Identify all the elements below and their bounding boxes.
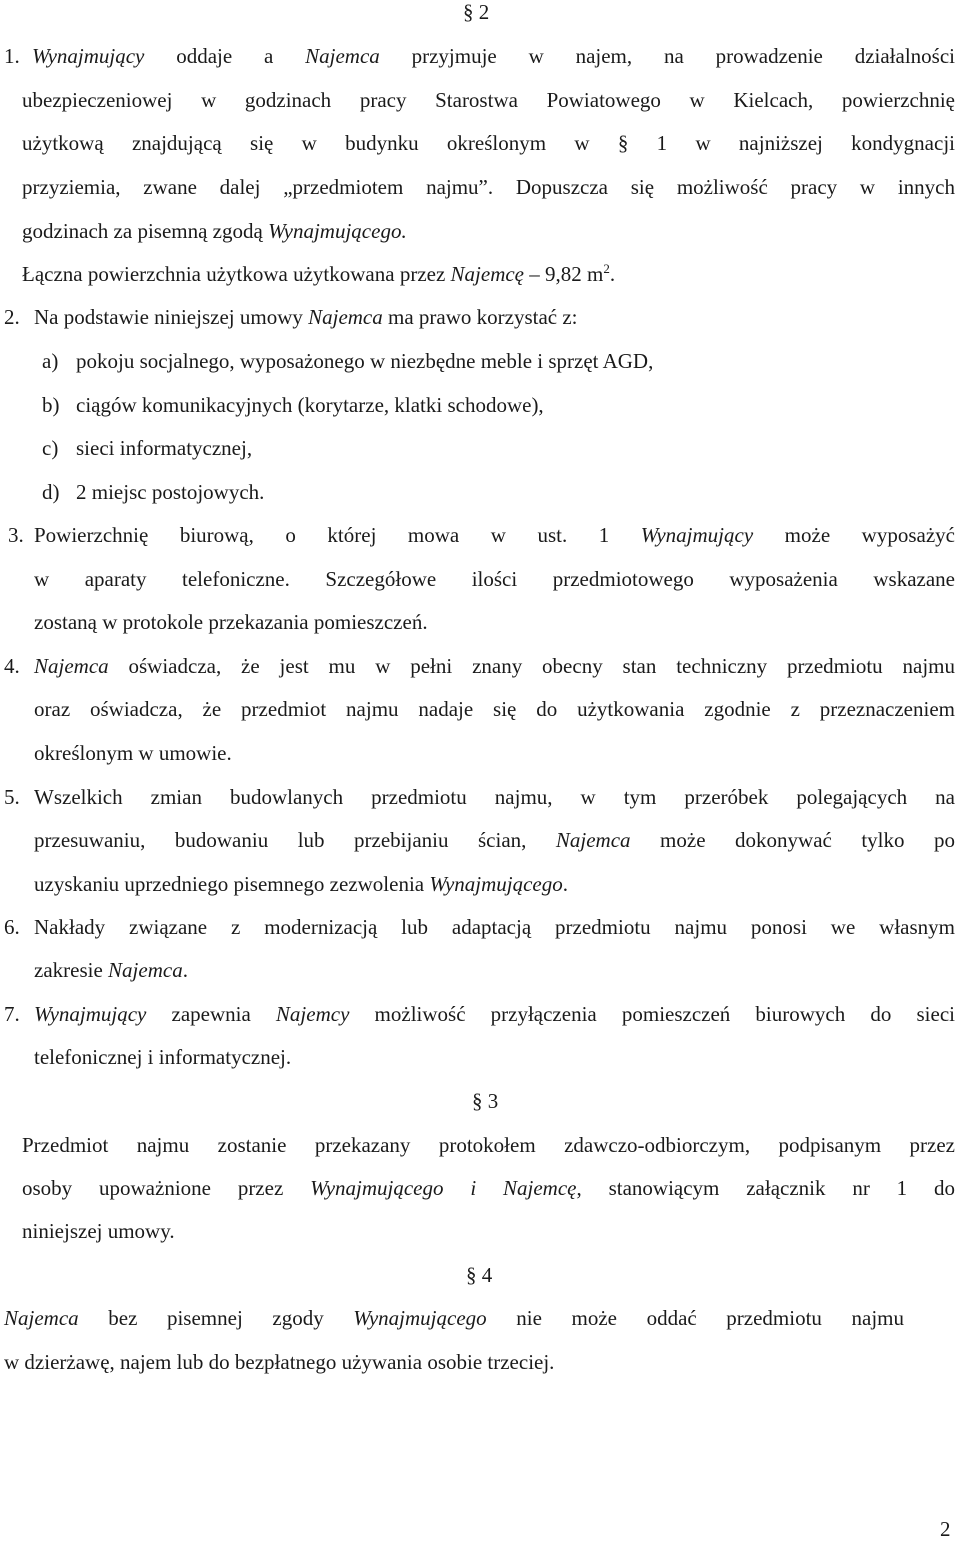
paragraph-line: oraz oświadcza, że przedmiot najmu nadaje się do użytkowania zgodnie z przeznaczeniem (34, 697, 955, 721)
paragraph-line: osoby upoważnione przez Wynajmującego i Najemcę, stanowiącym załącznik nr 1 do (22, 1176, 956, 1200)
paragraph-line: telefonicznej i informatycznej. (34, 1045, 292, 1069)
paragraph-line: w aparaty telefoniczne. Szczegółowe ilości przedmiotowego wyposażenia wskazane (34, 567, 955, 591)
page-number: 2 (940, 1517, 951, 1541)
paragraph-line: godzinach za pisemną zgodą Wynajmującego. (22, 219, 407, 243)
paragraph-line: użytkową znajdującą się w budynku określonym w § 1 w najniższej kondygnacji (22, 131, 955, 155)
item-number: 3. (8, 523, 24, 547)
paragraph-line: ubezpieczeniowej w godzinach pracy Starostwa Powiatowego w Kielcach, powierzchnię (22, 88, 955, 112)
paragraph-line: określonym w umowie. (34, 741, 232, 765)
paragraph-line: niniejszej umowy. (22, 1219, 175, 1243)
paragraph-line: Na podstawie niniejszej umowy Najemca ma prawo korzystać z: (34, 305, 578, 329)
paragraph-line: Najemca oświadcza, że jest mu w pełni znany obecny stan techniczny przedmiotu najmu (34, 654, 955, 678)
section-4-heading: § 4 (466, 1263, 493, 1287)
item-number: 2. (4, 305, 20, 329)
list-item: pokoju socjalnego, wyposażonego w niezbędne meble i sprzęt AGD, (76, 349, 654, 373)
list-item-label: a) (42, 349, 59, 373)
section-2-heading: § 2 (463, 0, 490, 24)
list-item-label: c) (42, 436, 59, 460)
paragraph-line: Wszelkich zmian budowlanych przedmiotu najmu, w tym przeróbek polegających na (34, 785, 955, 809)
section-3-heading: § 3 (472, 1089, 499, 1113)
paragraph-line: zostaną w protokole przekazania pomieszczeń. (34, 610, 428, 634)
list-item-label: b) (42, 393, 60, 417)
item-number: 7. (4, 1002, 20, 1026)
paragraph-line: w dzierżawę, najem lub do bezpłatnego używania osobie trzeciej. (4, 1350, 555, 1374)
paragraph-line: przesuwaniu, budowaniu lub przebijaniu ścian, Najemca może dokonywać tylko po (34, 828, 955, 852)
item-number: 4. (4, 654, 20, 678)
paragraph-line: uzyskaniu uprzedniego pisemnego zezwolenia Wynajmującego. (34, 872, 568, 896)
paragraph-line: Wynajmujący oddaje a Najemca przyjmuje w najem, na prowadzenie działalności (32, 44, 955, 68)
paragraph-line: Nakłady związane z modernizacją lub adaptacją przedmiotu najmu ponosi we własnym (34, 915, 955, 939)
area-line: Łączna powierzchnia użytkowa użytkowana przez Najemcę – 9,82 $m^2$. (22, 261, 616, 286)
item-number: 5. (4, 785, 20, 809)
paragraph-line: Powierzchnię biurową, o której mowa w ust. 1 Wynajmujący może wyposażyć (34, 523, 955, 547)
list-item: ciągów komunikacyjnych (korytarze, klatki schodowe), (76, 393, 544, 417)
paragraph-line: zakresie Najemca. (34, 958, 188, 982)
list-item: 2 miejsc postojowych. (76, 480, 265, 504)
list-item-label: d) (42, 480, 60, 504)
item-number: 6. (4, 915, 20, 939)
paragraph-line: Wynajmujący zapewnia Najemcy możliwość przyłączenia pomieszczeń biurowych do sieci (34, 1002, 955, 1026)
paragraph-line: przyziemia, zwane dalej „przedmiotem najmu”. Dopuszcza się możliwość pracy w innych (22, 175, 955, 199)
paragraph-line: Przedmiot najmu zostanie przekazany protokołem zdawczo-odbiorczym, podpisanym przez (22, 1133, 955, 1157)
paragraph-line: Najemca bez pisemnej zgody Wynajmującego nie może oddać przedmiotu najmu (4, 1306, 905, 1330)
list-item: sieci informatycznej, (76, 436, 253, 460)
item-number: 1. (4, 44, 20, 68)
